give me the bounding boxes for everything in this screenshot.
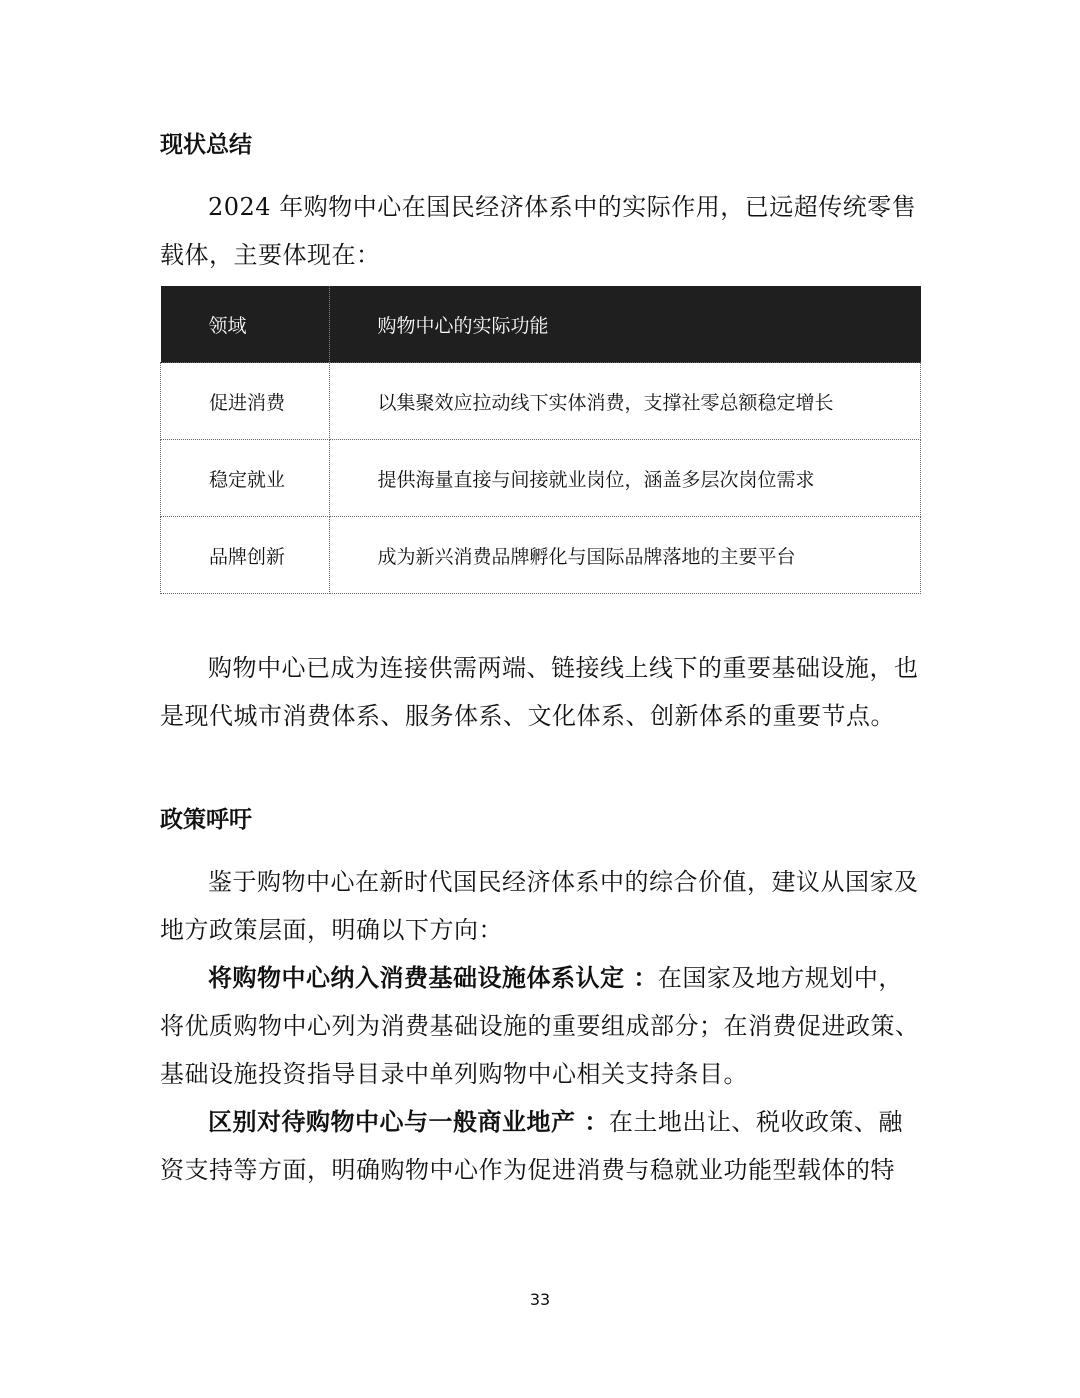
- header-domain: 领域: [161, 286, 330, 363]
- policy-item-2-title: 区别对待购物中心与一般商业地产: [208, 1108, 576, 1136]
- table-row: [161, 440, 921, 517]
- row-function: 以集聚效应拉动线下实体消费，支撑社零总额稳定增长: [329, 363, 921, 440]
- table-row: [161, 517, 921, 594]
- table-header-row: [161, 286, 921, 363]
- row-domain: 品牌创新: [161, 517, 330, 594]
- policy-item-2-separator: ：: [575, 1108, 609, 1136]
- table-row: [161, 363, 921, 440]
- row-domain: 稳定就业: [161, 440, 330, 517]
- function-table: [160, 286, 921, 594]
- row-function: 成为新兴消费品牌孵化与国际品牌落地的主要平台: [329, 517, 921, 594]
- status-conclusion-paragraph: 购物中心已成为连接供需两端、链接线上线下的重要基础设施，也是现代城市消费体系、服务体系、文化体系、创新体系的重要节点。: [160, 654, 919, 730]
- policy-item-1-separator: ：: [624, 964, 658, 992]
- row-function: 提供海量直接与间接就业岗位，涵盖多层次岗位需求: [329, 440, 921, 517]
- header-function: 购物中心的实际功能: [329, 286, 921, 363]
- status-intro-paragraph: 2024 年购物中心在国民经济体系中的实际作用，已远超传统零售载体，主要体现在：: [160, 193, 917, 269]
- policy-item-1: [160, 954, 925, 1098]
- row-domain: 促进消费: [161, 363, 330, 440]
- policy-intro-paragraph: 鉴于购物中心在新时代国民经济体系中的综合价值，建议从国家及地方政策层面，明确以下方向：: [160, 868, 919, 944]
- section-heading-status: 现状总结: [160, 132, 252, 158]
- policy-item-1-text: 在国家及地方规划中，将优质购物中心列为消费基础设施的重要组成部分；在消费促进政策、基础设施投资指导目录中单列购物中心相关支持条目。: [160, 964, 920, 1088]
- policy-item-1-title: 将购物中心纳入消费基础设施体系认定: [208, 964, 625, 992]
- policy-item-2: [160, 1098, 925, 1194]
- section-heading-policy: 政策呼吁: [160, 807, 252, 833]
- page-number: 33: [529, 1290, 551, 1309]
- policy-item-2-text: 在土地出让、税收政策、融资支持等方面，明确购物中心作为促进消费与稳就业功能型载体的特: [160, 1108, 903, 1184]
